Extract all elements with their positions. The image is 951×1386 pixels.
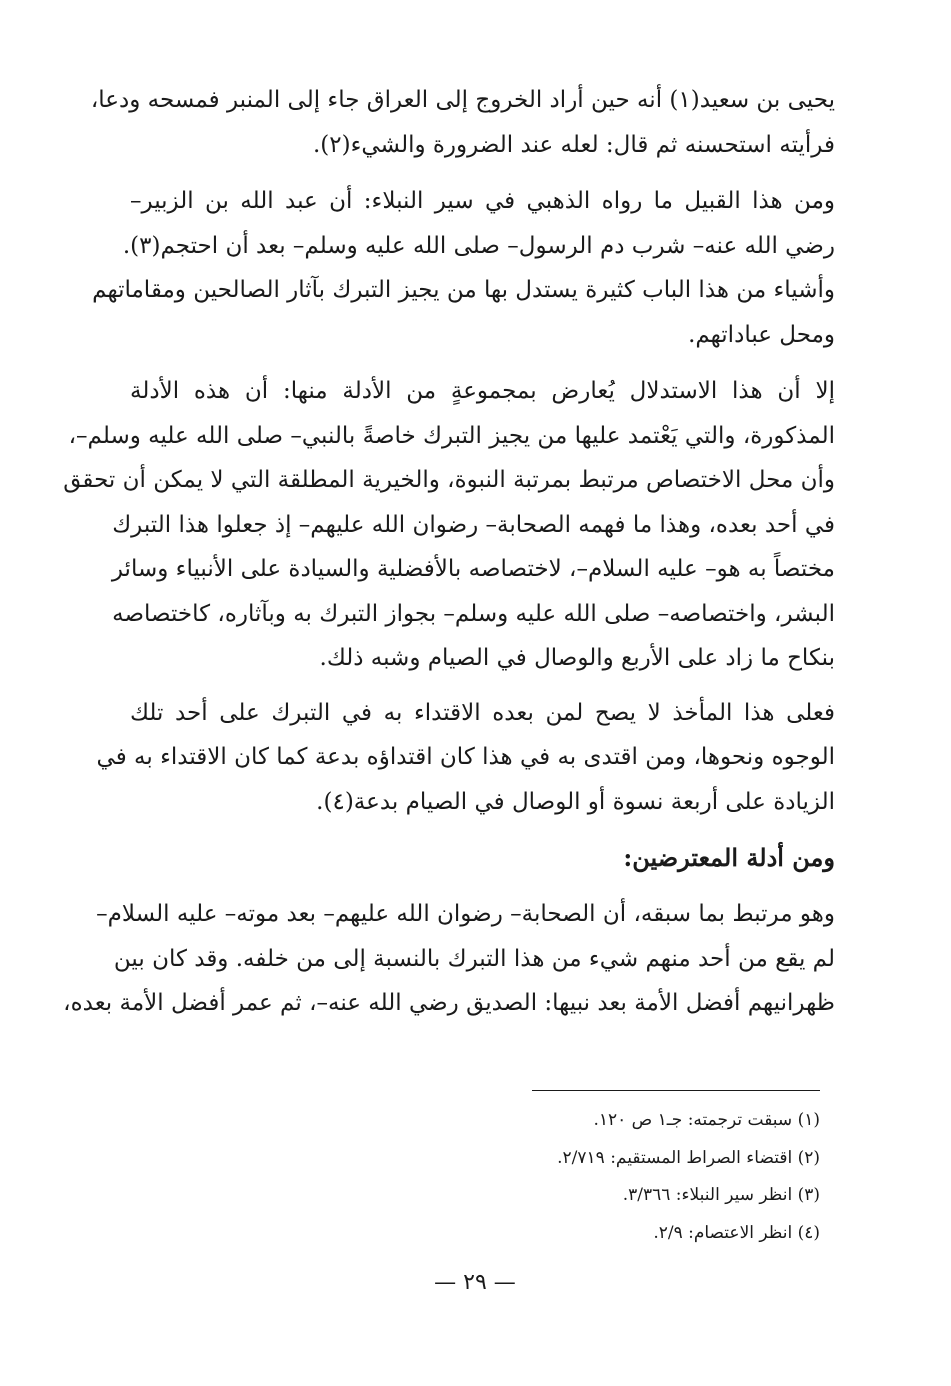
section-heading: ومن أدلة المعترضين: [623, 843, 835, 872]
text-line: رضي الله عنه– شرب دم الرسول– صلى الله عليه وسلم– بعد أن احتجم(٣). [122, 232, 835, 259]
page-body [63, 78, 835, 1026]
text-line: إلا أن هذا الاستدلال يُعارض بمجموعةٍ من الأدلة منها: أن هذه الأدلة [130, 378, 835, 404]
text-line: البشر، واختصاصه– صلى الله عليه وسلم– بجواز التبرك به وبآثاره، كاختصاصه [112, 600, 835, 627]
footnote-4: (٤) انظر الاعتصام: ٢/٩. [653, 1222, 820, 1243]
text-line: يحيى بن سعيد(١) أنه حين أراد الخروج إلى العراق جاء إلى المنبر فمسحه ودعا، [90, 87, 835, 113]
text-line: الزيادة على أربعة نسوة أو الوصال في الصيام بدعة(٤). [316, 788, 835, 815]
footnotes [300, 1102, 820, 1252]
paragraph-3 [63, 369, 835, 681]
paragraph-5 [63, 892, 835, 1026]
text-line: ومن هذا القبيل ما رواه الذهبي في سير النبلاء: أن عبد الله بن الزبير– [130, 188, 835, 214]
footnote-3: (٣) انظر سير النبلاء: ٣/٣٦٦. [622, 1185, 820, 1205]
paragraph-1 [90, 78, 835, 167]
footnote-divider [532, 1090, 820, 1091]
text-line: مختصاً به هو– عليه السلام–، لاختصاصه بالأفضلية والسيادة على الأنبياء وسائر [111, 556, 835, 582]
text-line: فرأيته استحسنه ثم قال: لعله عند الضرورة والشيء(٢). [312, 131, 835, 158]
text-line: الوجوه ونحوها، ومن اقتدى به في هذا كان اقتداؤه بدعة كما كان الاقتداء به في [96, 744, 835, 770]
footnote-1: (١) سبقت ترجمته: جـ١ ص ١٢٠. [593, 1110, 820, 1130]
paragraph-2 [92, 179, 835, 357]
text-line: فعلى هذا المأخذ لا يصح لمن بعده الاقتداء به في التبرك على أحد تلك [130, 699, 835, 726]
page-number: — ٢٩ — [434, 1270, 516, 1295]
footnote-2: (٢) اقتضاء الصراط المستقيم: ٢/٧١٩. [557, 1147, 820, 1168]
text-line: بنكاح ما زاد على الأربع والوصال في الصيام وشبه ذلك. [319, 645, 835, 671]
text-line: في أحد بعده، وهذا ما فهمه الصحابة– رضوان الله عليهم– إذ جعلوا هذا التبرك [112, 511, 835, 538]
text-line: وأشياء من هذا الباب كثيرة يستدل بها من يجيز التبرك بآثار الصالحين ومقاماتهم [92, 277, 835, 303]
text-line: وهو مرتبط بما سبقه، أن الصحابة– رضوان الله عليهم– بعد موته– عليه السلام– [96, 901, 835, 927]
text-line: المذكورة، والتي يَعْتمد عليها من يجيز التبرك خاصةً بالنبي– صلى الله عليه وسلم–، [68, 422, 835, 449]
text-line: ومحل عباداتهم. [688, 321, 835, 348]
text-line: لم يقع من أحد منهم شيء من هذا التبرك بالنسبة إلى من خلفه. وقد كان بين [113, 945, 835, 972]
text-line: وأن محل الاختصاص مرتبط بمرتبة النبوة، والخيرية المطلقة التي لا يمكن أن تحقق [63, 467, 835, 493]
paragraph-4 [96, 691, 835, 825]
text-line: ظهرانيهم أفضل الأمة بعد نبيها: الصديق رضي الله عنه–، ثم عمر أفضل الأمة بعده، [63, 990, 835, 1016]
